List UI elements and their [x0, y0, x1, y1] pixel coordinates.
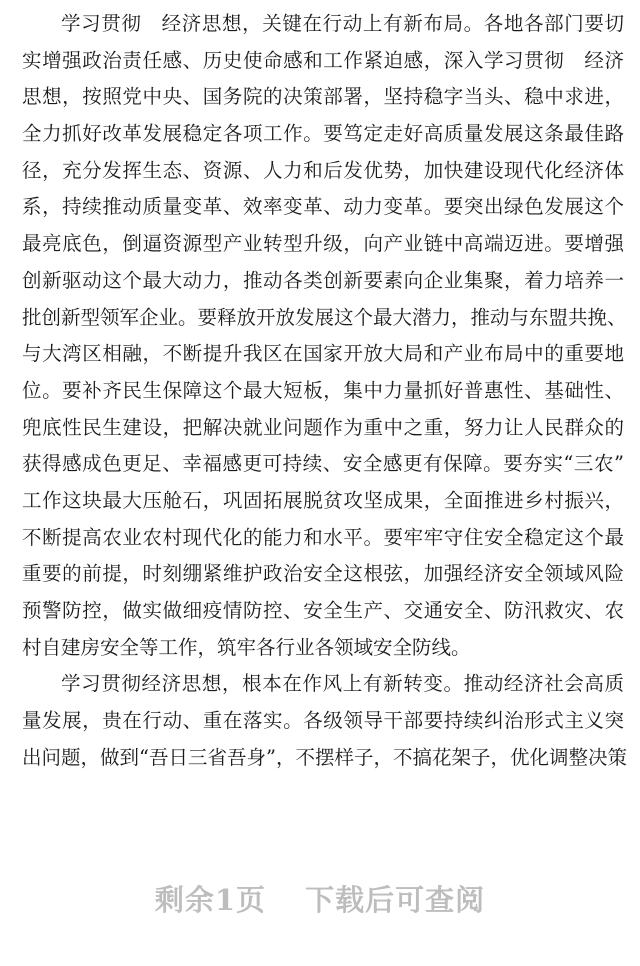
paragraph-1-line-3: 思想，按照党中央、国务院的决策部署，坚持稳字当头、稳中求进，	[22, 85, 624, 109]
paragraph-1-line-12: 兜底性民生建设，把解决就业问题作为重中之重，努力让人民群众的	[22, 415, 624, 439]
paragraph-1-line-11: 位。要补齐民生保障这个最大短板，集中力量抓好普惠性、基础性、	[22, 378, 624, 402]
paragraph-1-line-18: 村自建房安全等工作，筑牢各行业各领域安全防线。	[22, 635, 471, 659]
remaining-pages-notice: 剩余1页 下载后可查阅	[154, 883, 486, 917]
document-body	[22, 6, 627, 776]
paragraph-1-line-7: 最亮底色，倒逼资源型产业转型升级，向产业链中高端迈进。要增强	[22, 232, 624, 256]
paragraph-1-line-14: 工作这块最大压舱石，巩固拓展脱贫攻坚成果，全面推进乡村振兴，	[22, 488, 624, 512]
paragraph-1-line-15: 不断提高农业农村现代化的能力和水平。要牢牢守住安全稳定这个最	[22, 525, 624, 549]
paragraph-1-line-9: 批创新型领军企业。要释放开放发展这个最大潜力，推动与东盟共挽、	[22, 305, 627, 329]
paragraph-2-line-1: 学习贯彻经济思想，根本在作风上有新转变。推动经济社会高质	[61, 672, 624, 696]
paragraph-1-line-4: 全力抓好改革发展稳定各项工作。要笃定走好高质量发展这条最佳路	[22, 122, 624, 146]
paragraph-1-line-10: 与大湾区相融，不断提升我区在国家开放大局和产业布局中的重要地	[22, 342, 624, 366]
paragraph-1-line-17: 预警防控，做实做细疫情防控、安全生产、交通安全、防汛救灾、农	[22, 599, 624, 622]
paragraph-1-line-5: 径，充分发挥生态、资源、人力和后发优势，加快建设现代化经济体	[22, 158, 624, 182]
paragraph-1-line-6: 系，持续推动质量变革、效率变革、动力变革。要突出绿色发展这个	[22, 195, 624, 219]
paragraph-1-line-8: 创新驱动这个最大动力，推动各类创新要素向企业集聚，着力培养一	[22, 268, 624, 292]
paragraph-1-line-16: 重要的前提，时刻绷紧维护政治安全这根弦，加强经济安全领域风险	[22, 562, 624, 586]
paragraph-1-line-2: 实增强政治责任感、历史使命感和工作紧迫感，深入学习贯彻 经济	[22, 48, 624, 72]
paragraph-1-line-13: 获得感成色更足、幸福感更可持续、安全感更有保障。要夯实“三农”	[22, 452, 624, 476]
paragraph-2-line-2: 量发展，贵在行动、重在落实。各级领导干部要持续纠治形式主义突	[22, 709, 624, 733]
paragraph-2-line-3: 出问题，做到“吾日三省吾身”，不摆样子，不搞花架子，优化调整决策	[22, 745, 627, 769]
paragraph-1-line-1: 学习贯彻 经济思想，关键在行动上有新布局。各地各部门要切	[61, 12, 624, 35]
